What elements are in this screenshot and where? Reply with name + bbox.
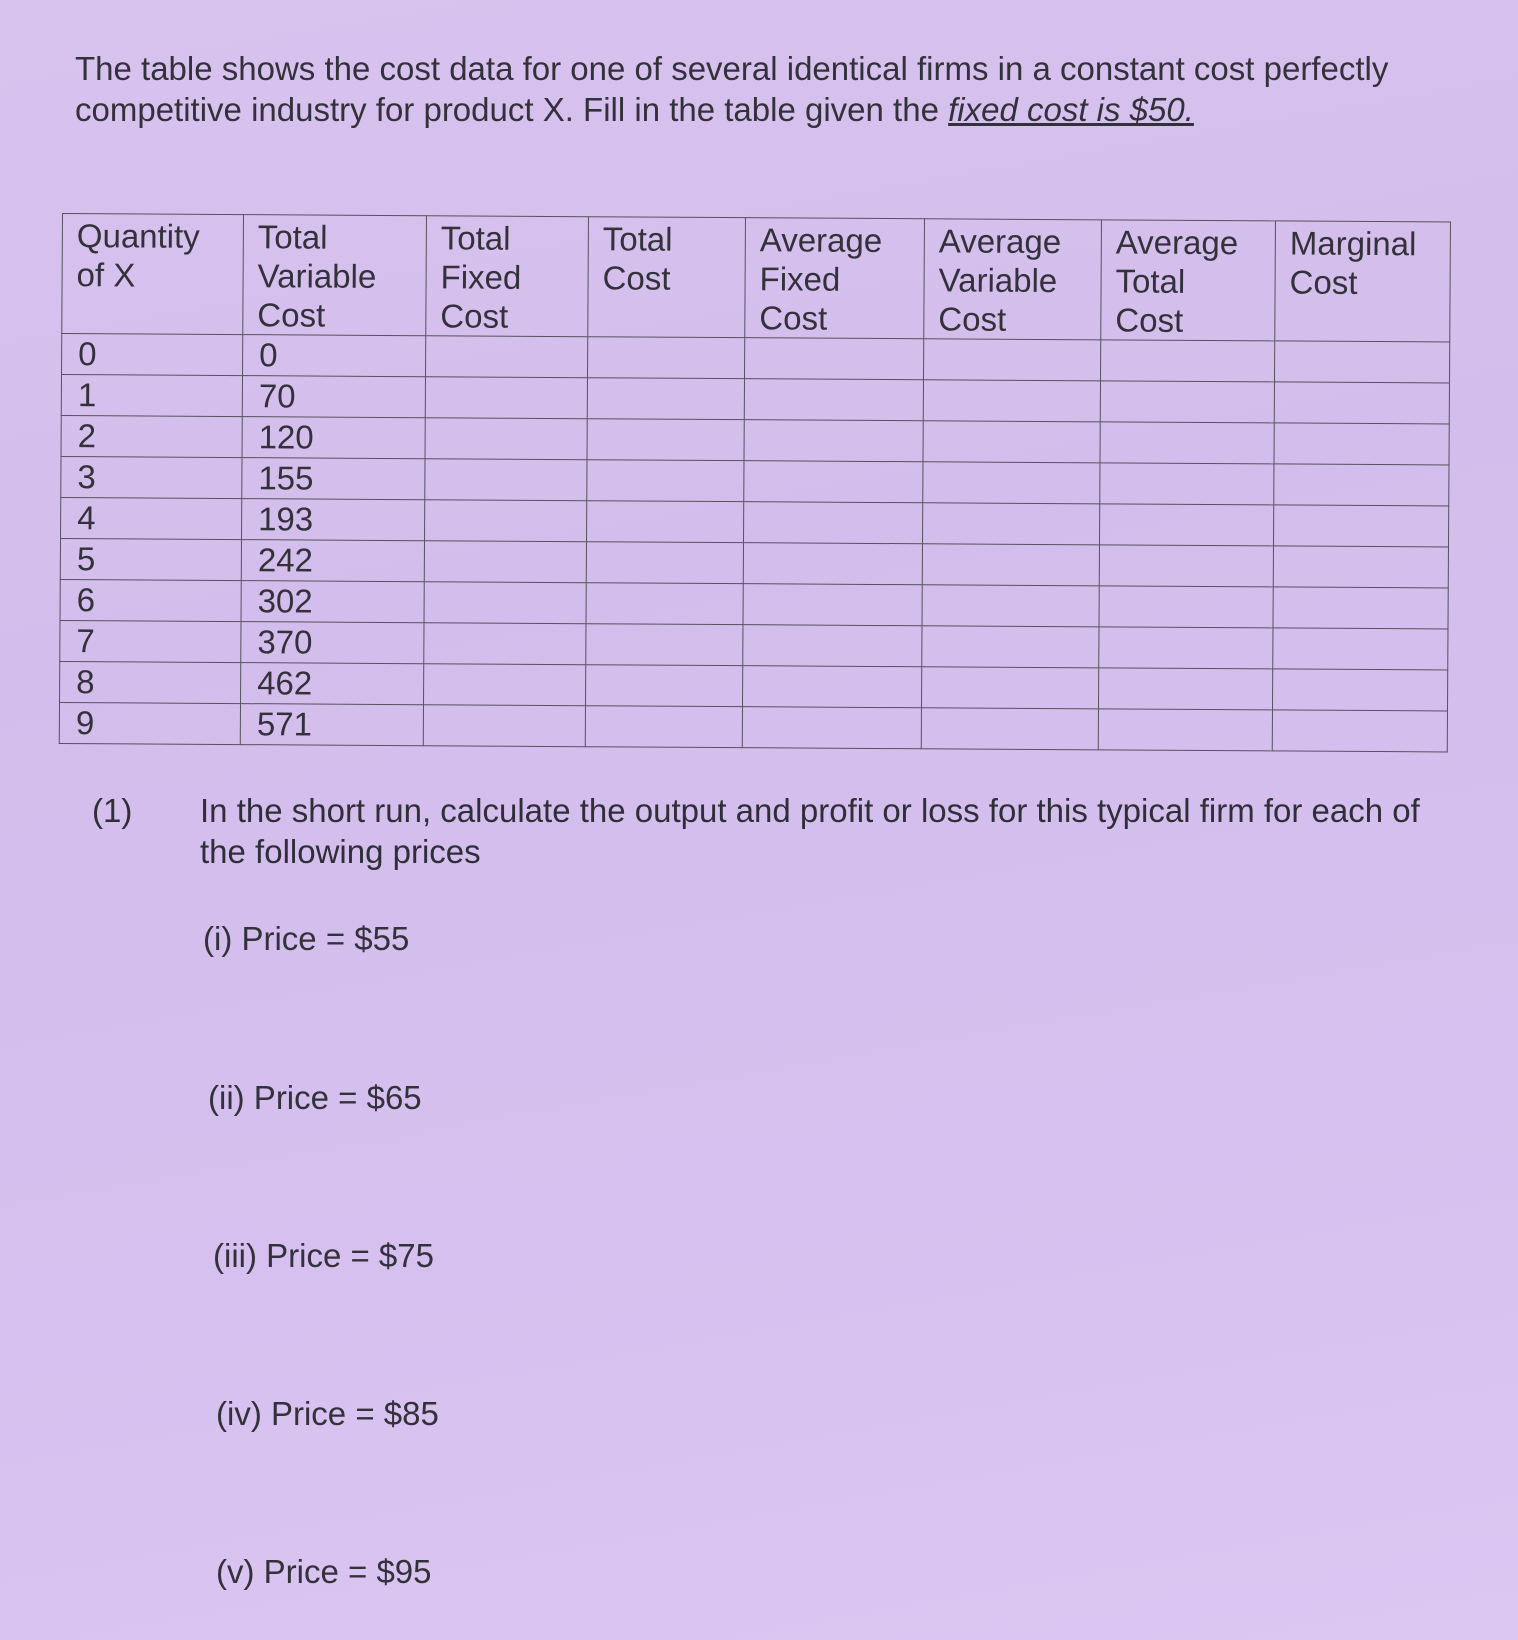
empty-cell[interactable]	[1099, 545, 1273, 587]
quantity-cell: 3	[61, 456, 242, 498]
tvc-cell: 242	[241, 540, 424, 582]
cost-table	[59, 213, 1451, 752]
empty-cell[interactable]	[744, 461, 923, 503]
empty-cell[interactable]	[922, 503, 1099, 545]
empty-cell[interactable]	[1099, 504, 1273, 546]
tvc-cell: 462	[241, 663, 424, 705]
quantity-cell: 8	[60, 661, 241, 703]
empty-cell[interactable]	[424, 541, 586, 583]
empty-cell[interactable]	[1274, 464, 1449, 506]
tvc-cell: 193	[242, 499, 425, 541]
tvc-cell: 0	[243, 335, 426, 377]
empty-cell[interactable]	[1273, 546, 1448, 588]
empty-cell[interactable]	[1100, 463, 1274, 505]
empty-cell[interactable]	[585, 706, 742, 748]
empty-cell[interactable]	[426, 336, 588, 378]
header-total-cost: Total Cost	[588, 217, 746, 338]
question-number: (1)	[92, 792, 133, 829]
price-item: (iii) Price = $75	[213, 1237, 434, 1274]
empty-cell[interactable]	[587, 378, 744, 420]
quantity-cell: 6	[60, 579, 241, 621]
empty-cell[interactable]	[586, 542, 743, 584]
price-item: (iv) Price = $85	[216, 1395, 439, 1432]
empty-cell[interactable]	[425, 459, 587, 501]
empty-cell[interactable]	[1100, 340, 1274, 382]
header-total-variable-cost: Total Variable Cost	[243, 215, 427, 336]
empty-cell[interactable]	[743, 584, 922, 626]
header-average-total-cost: Average Total Cost	[1101, 220, 1276, 341]
empty-cell[interactable]	[586, 665, 743, 707]
empty-cell[interactable]	[1098, 709, 1272, 751]
tvc-cell: 370	[241, 622, 424, 664]
empty-cell[interactable]	[588, 337, 745, 379]
empty-cell[interactable]	[425, 377, 587, 419]
quantity-cell: 0	[62, 334, 243, 376]
quantity-cell: 2	[61, 415, 242, 457]
empty-cell[interactable]	[742, 707, 921, 749]
empty-cell[interactable]	[425, 500, 587, 542]
empty-cell[interactable]	[922, 585, 1099, 627]
empty-cell[interactable]	[923, 462, 1100, 504]
empty-cell[interactable]	[744, 379, 923, 421]
tvc-cell: 571	[240, 704, 423, 746]
quantity-cell: 9	[59, 702, 240, 744]
header-average-variable-cost: Average Variable Cost	[924, 219, 1102, 340]
empty-cell[interactable]	[586, 624, 743, 666]
empty-cell[interactable]	[1273, 628, 1448, 670]
empty-cell[interactable]	[1098, 668, 1272, 710]
empty-cell[interactable]	[743, 502, 922, 544]
table-row	[59, 702, 1447, 751]
empty-cell[interactable]	[1273, 505, 1448, 547]
intro-text: The table shows the cost data for one of several identical firms in a constant cost perfectly competitive industry for product X. Fill in the table given the	[75, 50, 1389, 128]
empty-cell[interactable]	[1100, 381, 1274, 423]
empty-cell[interactable]	[921, 708, 1098, 750]
empty-cell[interactable]	[587, 501, 744, 543]
empty-cell[interactable]	[424, 664, 586, 706]
empty-cell[interactable]	[1100, 422, 1274, 464]
price-item: (ii) Price = $65	[208, 1079, 422, 1116]
intro-paragraph	[75, 48, 1455, 130]
quantity-cell: 5	[60, 538, 241, 580]
empty-cell[interactable]	[1273, 587, 1448, 629]
tvc-cell: 155	[242, 458, 425, 500]
empty-cell[interactable]	[743, 625, 922, 667]
quantity-cell: 7	[60, 620, 241, 662]
empty-cell[interactable]	[1274, 341, 1449, 383]
empty-cell[interactable]	[586, 583, 743, 625]
empty-cell[interactable]	[922, 544, 1099, 586]
price-item: (v) Price = $95	[216, 1553, 432, 1590]
quantity-cell: 4	[61, 497, 242, 539]
quantity-cell: 1	[61, 375, 242, 417]
empty-cell[interactable]	[1272, 669, 1447, 711]
empty-cell[interactable]	[923, 380, 1100, 422]
tvc-cell: 70	[242, 376, 425, 418]
empty-cell[interactable]	[587, 460, 744, 502]
empty-cell[interactable]	[425, 418, 587, 460]
fixed-cost-emphasis: fixed cost is $50.	[948, 91, 1194, 128]
empty-cell[interactable]	[1099, 627, 1273, 669]
question-text: In the short run, calculate the output and profit or loss for this typical firm for each of the following prices	[200, 792, 1420, 870]
empty-cell[interactable]	[745, 338, 924, 380]
empty-cell[interactable]	[587, 419, 744, 461]
tvc-cell: 302	[241, 581, 424, 623]
empty-cell[interactable]	[1099, 586, 1273, 628]
table-header-row	[62, 214, 1451, 342]
header-quantity: Quantity of X	[62, 214, 244, 335]
empty-cell[interactable]	[1272, 710, 1447, 752]
empty-cell[interactable]	[923, 421, 1100, 463]
header-total-fixed-cost: Total Fixed Cost	[426, 216, 589, 337]
empty-cell[interactable]	[743, 543, 922, 585]
empty-cell[interactable]	[922, 626, 1099, 668]
header-average-fixed-cost: Average Fixed Cost	[745, 218, 925, 339]
empty-cell[interactable]	[423, 705, 585, 747]
empty-cell[interactable]	[742, 666, 921, 708]
empty-cell[interactable]	[744, 420, 923, 462]
empty-cell[interactable]	[921, 667, 1098, 709]
header-marginal-cost: Marginal Cost	[1275, 221, 1451, 342]
empty-cell[interactable]	[1274, 423, 1449, 465]
price-item: (i) Price = $55	[203, 920, 410, 957]
empty-cell[interactable]	[923, 339, 1100, 381]
empty-cell[interactable]	[424, 582, 586, 624]
empty-cell[interactable]	[1274, 382, 1449, 424]
empty-cell[interactable]	[424, 623, 586, 665]
tvc-cell: 120	[242, 417, 425, 459]
